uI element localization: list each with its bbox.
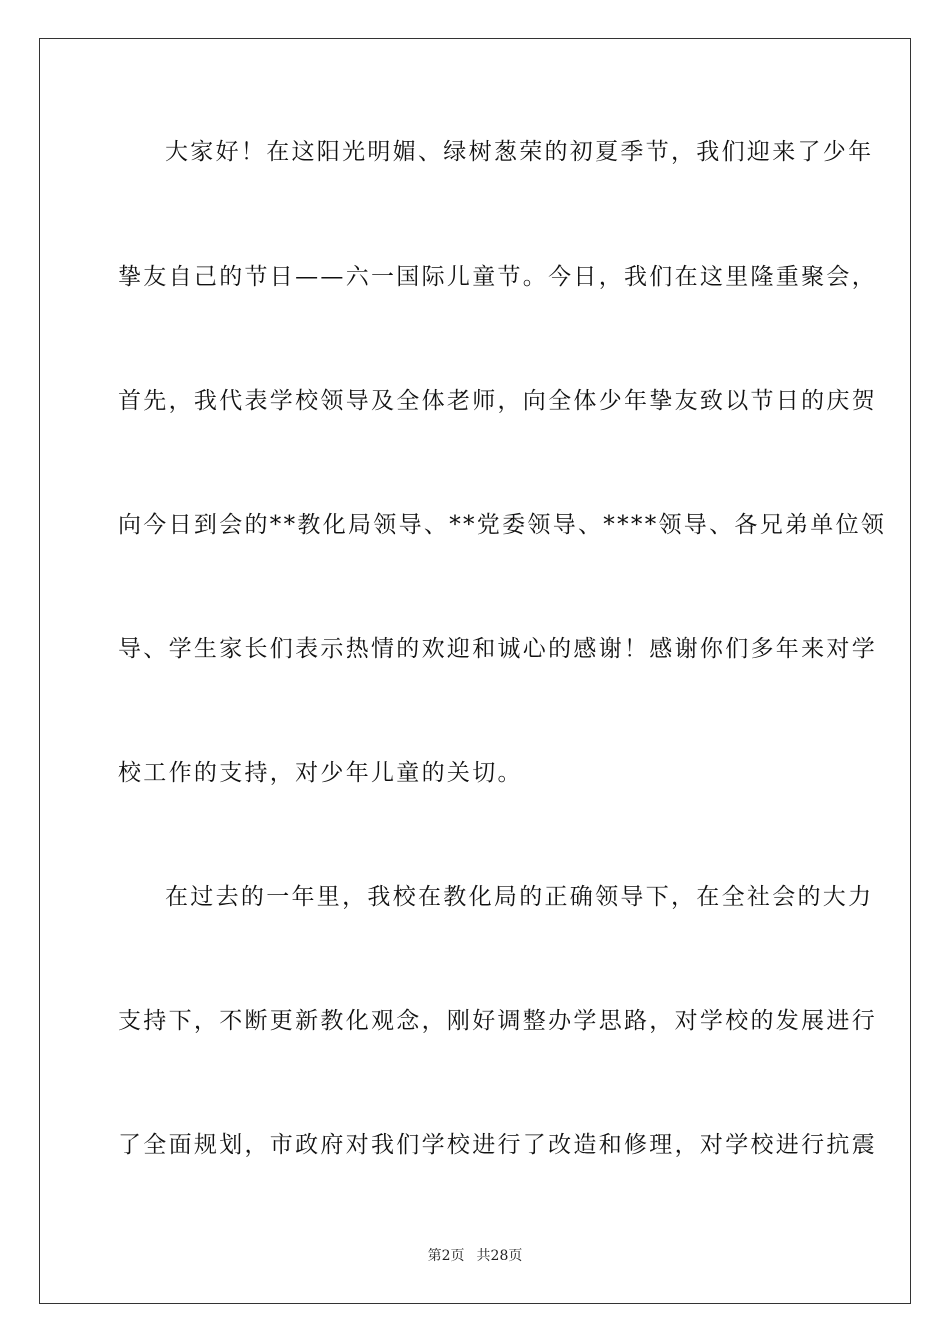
paragraph-line: 导、学生家长们表示热情的欢迎和诚心的感谢！感谢你们多年来对学 [118, 636, 877, 662]
page-footer [0, 1247, 950, 1265]
paragraph-line: 挚友自己的节日——六一国际儿童节。今日，我们在这里隆重聚会， [118, 264, 877, 290]
paragraph-line: 校工作的支持，对少年儿童的关切。 [118, 760, 523, 786]
page-total: 共28页 [476, 1248, 523, 1264]
paragraph-line: 在过去的一年里，我校在教化局的正确领导下，在全社会的大力 [165, 884, 874, 910]
paragraph-line: 向今日到会的**教化局领导、**党委领导、****领导、各兄弟单位领 [118, 512, 887, 538]
paragraph-line: 支持下，不断更新教化观念，刚好调整办学思路，对学校的发展进行 [118, 1008, 877, 1034]
page-border [39, 38, 911, 1304]
paragraph-line: 首先，我代表学校领导及全体老师，向全体少年挚友致以节日的庆贺 [118, 388, 877, 414]
paragraph-line: 了全面规划，市政府对我们学校进行了改造和修理，对学校进行抗震 [118, 1132, 877, 1158]
paragraph-line: 大家好！在这阳光明媚、绿树葱荣的初夏季节，我们迎来了少年 [165, 139, 874, 165]
page-number: 第2页 [427, 1248, 465, 1264]
